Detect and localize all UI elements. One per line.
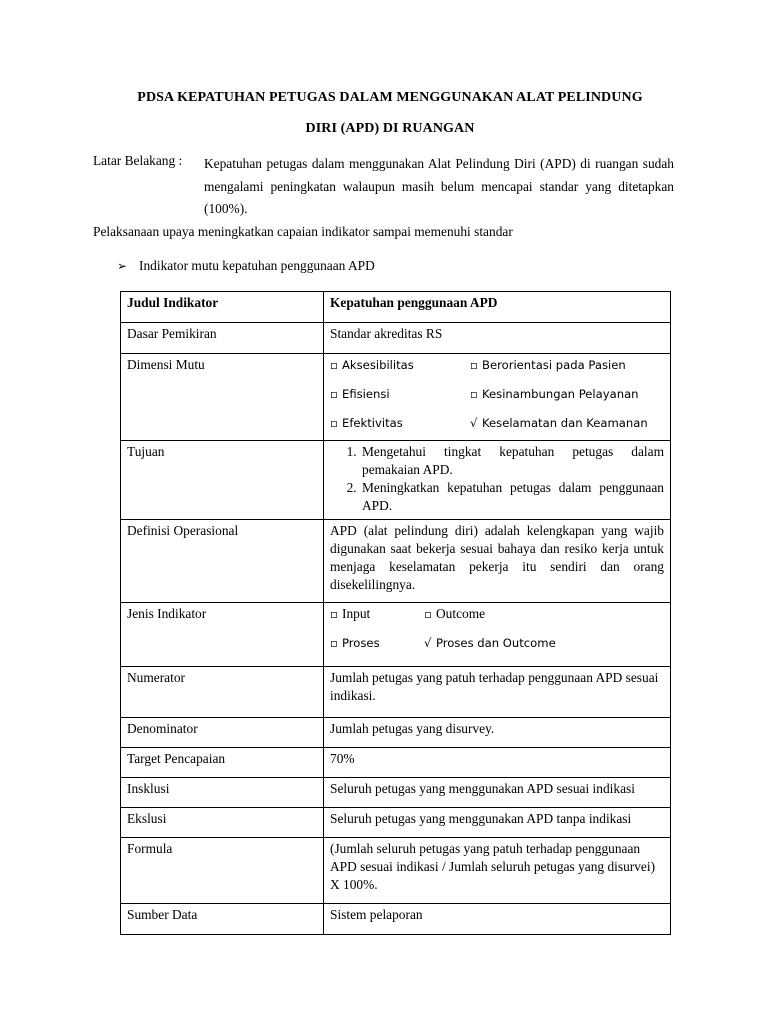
table-row (121, 603, 671, 667)
latar-belakang-text: Kepatuhan petugas dalam menggunakan Alat Pelindung Diri (APD) di ruangan sudah mengalami peningkatan walaupun masih belum mencapai standar yang ditetapkan (100%). (204, 156, 674, 216)
sumber-label: Sumber Data (121, 904, 324, 935)
denominator-value: Jumlah petugas yang disurvey. (324, 718, 671, 748)
latar-belakang-label: Latar Belakang : (93, 153, 183, 168)
sumber-value: Sistem pelaporan (324, 904, 671, 935)
table-row (121, 808, 671, 838)
checkbox-empty-icon: ▫ (330, 358, 338, 372)
dimensi-option: ▫ Efisiensi (330, 387, 390, 401)
target-label: Target Pencapaian (121, 748, 324, 778)
dimensi-option-selected: √ Keselamatan dan Keamanan (470, 416, 648, 430)
table-row (121, 354, 671, 441)
bullet-text: Indikator mutu kepatuhan penggunaan APD (139, 258, 375, 273)
table-row (121, 292, 671, 323)
jenis-option: ▫ Input (330, 606, 371, 621)
jenis-option: ▫ Outcome (424, 606, 486, 621)
table-row (121, 748, 671, 778)
formula-label: Formula (121, 838, 324, 904)
eksklusi-label: Ekslusi (121, 808, 324, 838)
jenis-options (324, 603, 671, 667)
definisi-label: Definisi Operasional (121, 520, 324, 603)
tujuan-label: Tujuan (121, 441, 324, 520)
table-row (121, 838, 671, 904)
dimensi-label: Dimensi Mutu (121, 354, 324, 441)
arrow-bullet-icon: ➢ (117, 259, 128, 273)
table-row (121, 323, 671, 354)
dimensi-option: ▫ Berorientasi pada Pasien (470, 358, 626, 372)
inklusi-label: Insklusi (121, 778, 324, 808)
dasar-label: Dasar Pemikiran (121, 323, 324, 354)
inklusi-value: Seluruh petugas yang menggunakan APD sesuai indikasi (324, 778, 671, 808)
table-row (121, 904, 671, 935)
formula-value: (Jumlah seluruh petugas yang patuh terhadap penggunaan APD sesuai indikasi / Jumlah seluruh petugas yang disurvei) X 100%. (324, 838, 671, 904)
judul-label: Judul Indikator (121, 292, 324, 323)
checkbox-empty-icon: ▫ (330, 607, 338, 621)
judul-value: Kepatuhan penggunaan APD (324, 292, 671, 323)
bullet-item (117, 258, 375, 274)
jenis-label: Jenis Indikator (121, 603, 324, 667)
dimensi-option: ▫ Efektivitas (330, 416, 403, 430)
jenis-option-selected: √ Proses dan Outcome (424, 636, 556, 650)
indicator-table (120, 291, 671, 935)
denominator-label: Denominator (121, 718, 324, 748)
table-row (121, 718, 671, 748)
checkbox-empty-icon: ▫ (424, 607, 432, 621)
dimensi-option: ▫ Kesinambungan Pelayanan (470, 387, 639, 401)
dimensi-options (324, 354, 671, 441)
target-value: 70% (324, 748, 671, 778)
eksklusi-value: Seluruh petugas yang menggunakan APD tanpa indikasi (324, 808, 671, 838)
checkbox-empty-icon: ▫ (330, 387, 338, 401)
tujuan-item: 1. Mengetahui tingkat kepatuhan petugas dalam pemakaian APD. (360, 443, 664, 479)
table-row (121, 778, 671, 808)
document-title-line-1: PDSA KEPATUHAN PETUGAS DALAM MENGGUNAKAN ALAT PELINDUNG (137, 90, 643, 105)
checkmark-icon: √ (424, 636, 432, 650)
document-title-line-2: DIRI (APD) DI RUANGAN (305, 121, 475, 136)
definisi-value: APD (alat pelindung diri) adalah kelengkapan yang wajib digunakan saat bekerja sesuai bahaya dan resiko kerja untuk menjaga keselamatan pekerja itu sendiri dan orang disekelilingnya. (324, 520, 671, 603)
checkmark-icon: √ (470, 416, 478, 430)
checkbox-empty-icon: ▫ (330, 416, 338, 430)
table-row (121, 667, 671, 718)
table-row (121, 441, 671, 520)
table-row (121, 520, 671, 603)
checkbox-empty-icon: ▫ (330, 636, 338, 650)
dasar-value: Standar akreditas RS (324, 323, 671, 354)
dimensi-option: ▫ Aksesibilitas (330, 358, 414, 372)
jenis-option: ▫ Proses (330, 636, 380, 650)
numerator-value: Jumlah petugas yang patuh terhadap penggunaan APD sesuai indikasi. (324, 667, 671, 718)
checkbox-empty-icon: ▫ (470, 358, 478, 372)
tujuan-value (324, 441, 671, 520)
checkbox-empty-icon: ▫ (470, 387, 478, 401)
numerator-label: Numerator (121, 667, 324, 718)
tujuan-item: 2. Meningkatkan kepatuhan petugas dalam penggunaan APD. (360, 479, 664, 515)
pelaksanaan-text: Pelaksanaan upaya meningkatkan capaian indikator sampai memenuhi standar (93, 224, 513, 239)
